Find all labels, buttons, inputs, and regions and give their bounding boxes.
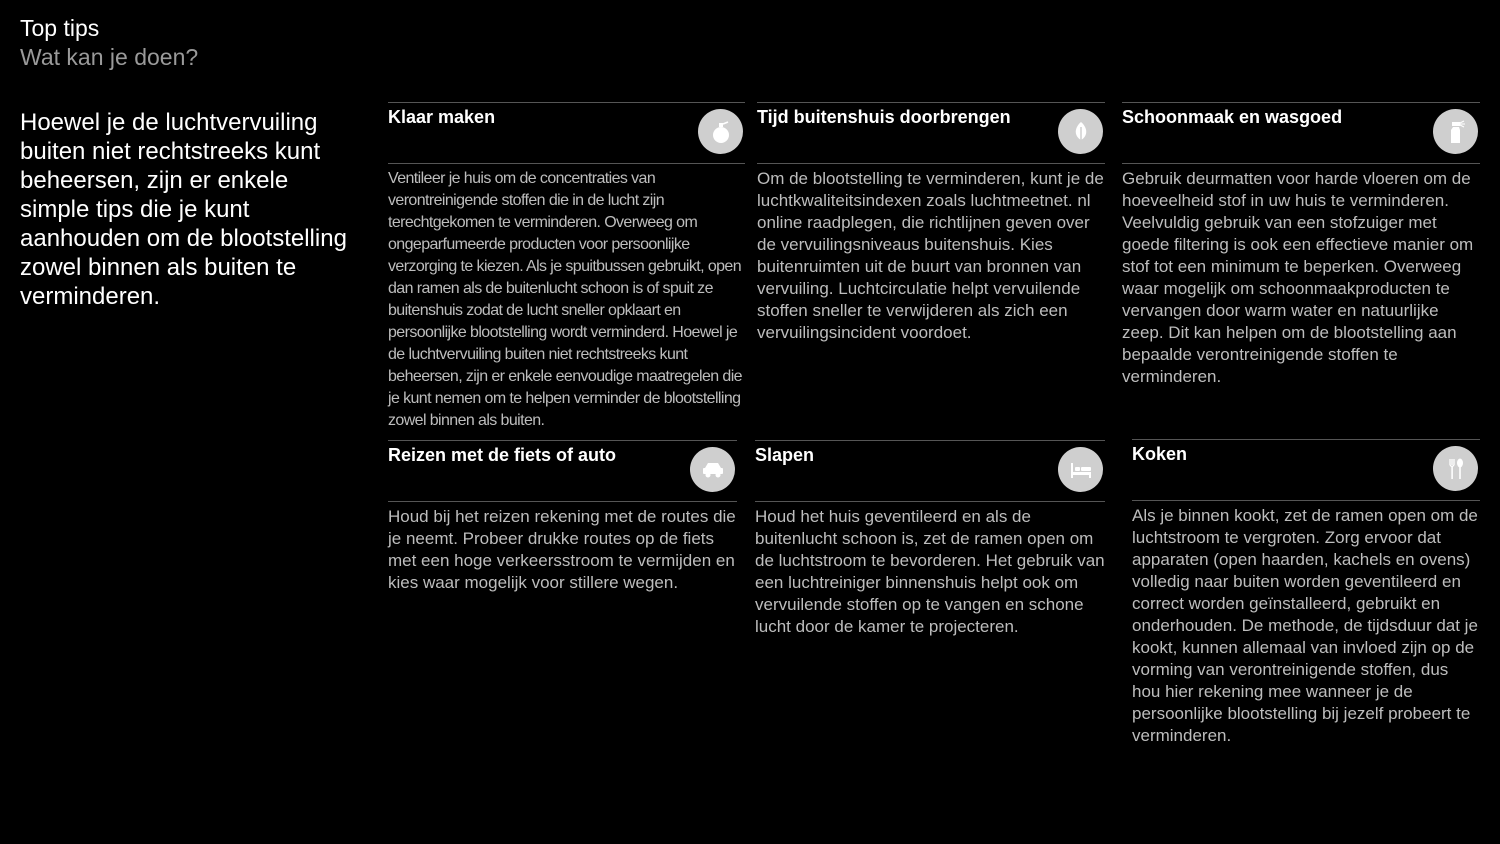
card-body: Houd bij het reizen rekening met de routes die je neemt. Probeer drukke routes op de fiets met een hoge verkeersstroom te vermijden en kies waar mogelijk voor stillere wegen.	[388, 507, 736, 592]
card-title: Reizen met de fiets of auto	[388, 445, 617, 465]
perfume-bottle-icon	[698, 109, 743, 154]
card-body: Ventileer je huis om de concentraties van verontreinigende stoffen die in de lucht zijn terechtgekomen te verminderen. Overweeg om ongeparfumeerde producten voor persoonlijke verzorging te kiezen. Als je spuitbussen gebruikt, open dan ramen als de buitenlucht schoon is of spuit ze buitenshuis zodat de lucht sneller opklaart en persoonlijke blootstelling wordt verminderd. Hoewel je de luchtvervuiling buiten niet rechtstreeks kunt beheersen, zijn er enkele eenvoudige maatregelen die je kunt nemen om te helpen verminder de blootstelling zowel binnen als buiten.	[388, 170, 742, 429]
card-header	[757, 102, 1105, 164]
card-body: Als je binnen kookt, zet de ramen open om de luchtstroom te vergroten. Zorg ervoor dat apparaten (open haarden, kachels en ovens) volledig naar buiten worden geventileerd en correct worden geïnstalleerd, gebruikt en onderhouden. De methode, de tijdsduur dat je kookt, kunnen allemaal van invloed zijn op de vorming van verontreinigende stoffen, dus hou hier rekening mee wanneer je de persoonlijke blootstelling bij jezelf probeert te verminderen.	[1132, 506, 1478, 745]
leaf-icon	[1058, 109, 1103, 154]
card-header	[388, 102, 745, 164]
fork-spoon-icon	[1433, 446, 1478, 491]
card-title: Slapen	[755, 445, 815, 465]
car-icon	[690, 447, 735, 492]
page-title: Top tips	[20, 15, 100, 41]
spray-bottle-icon	[1433, 109, 1478, 154]
card-header	[1122, 102, 1480, 164]
bed-icon	[1058, 447, 1103, 492]
card-body: Houd het huis geventileerd en als de buitenlucht schoon is, zet de ramen open om de luchtstroom te bevorderen. Het gebruik van een luchtreiniger binnenshuis helpt ook om vervuilende stoffen op te vangen en schone lucht door de kamer te projecteren.	[755, 507, 1105, 636]
page-heading	[20, 14, 198, 72]
page-subtitle: Wat kan je doen?	[20, 44, 199, 70]
intro-text: Hoewel je de luchtvervuiling buiten niet rechtstreeks kunt beheersen, zijn er enkele simple tips die je kunt aanhouden om de blootstelling zowel binnen als buiten te verminderen.	[20, 109, 347, 310]
card-header	[1132, 439, 1480, 501]
tip-card-klaar-maken	[388, 102, 745, 432]
card-title: Klaar maken	[388, 107, 496, 127]
tip-card-schoonmaak	[1122, 102, 1480, 388]
card-header	[388, 440, 737, 502]
card-title: Koken	[1132, 444, 1188, 464]
tip-card-reizen	[388, 440, 737, 594]
card-title: Schoonmaak en wasgoed	[1122, 107, 1343, 127]
card-header	[755, 440, 1105, 502]
tip-card-slapen	[755, 440, 1105, 638]
tip-card-koken	[1132, 439, 1480, 747]
card-body: Gebruik deurmatten voor harde vloeren om de hoeveelheid stof in uw huis te verminderen. Veelvuldig gebruik van een stofzuiger met goede filtering is ook een effectieve manier om stof tot een minimum te beperken. Overweeg waar mogelijk om schoonmaakproducten te vervangen door warm water en natuurlijke zeep. Dit kan helpen om de blootstelling aan bepaalde verontreinigende stoffen te verminderen.	[1122, 169, 1474, 386]
card-body: Om de blootstelling te verminderen, kunt je de luchtkwaliteitsindexen zoals luchtmeetnet. nl online raadplegen, die richtlijnen geven over de vervuilingsniveaus buitenshuis. Kies buitenruimten uit de buurt van bronnen van vervuiling. Luchtcirculatie helpt vervuilende stoffen sneller te verwijderen als zich een vervuilingsincident voordoet.	[757, 169, 1104, 342]
card-title: Tijd buitenshuis doorbrengen	[757, 107, 1011, 127]
tip-card-tijd-buitenshuis	[757, 102, 1105, 344]
